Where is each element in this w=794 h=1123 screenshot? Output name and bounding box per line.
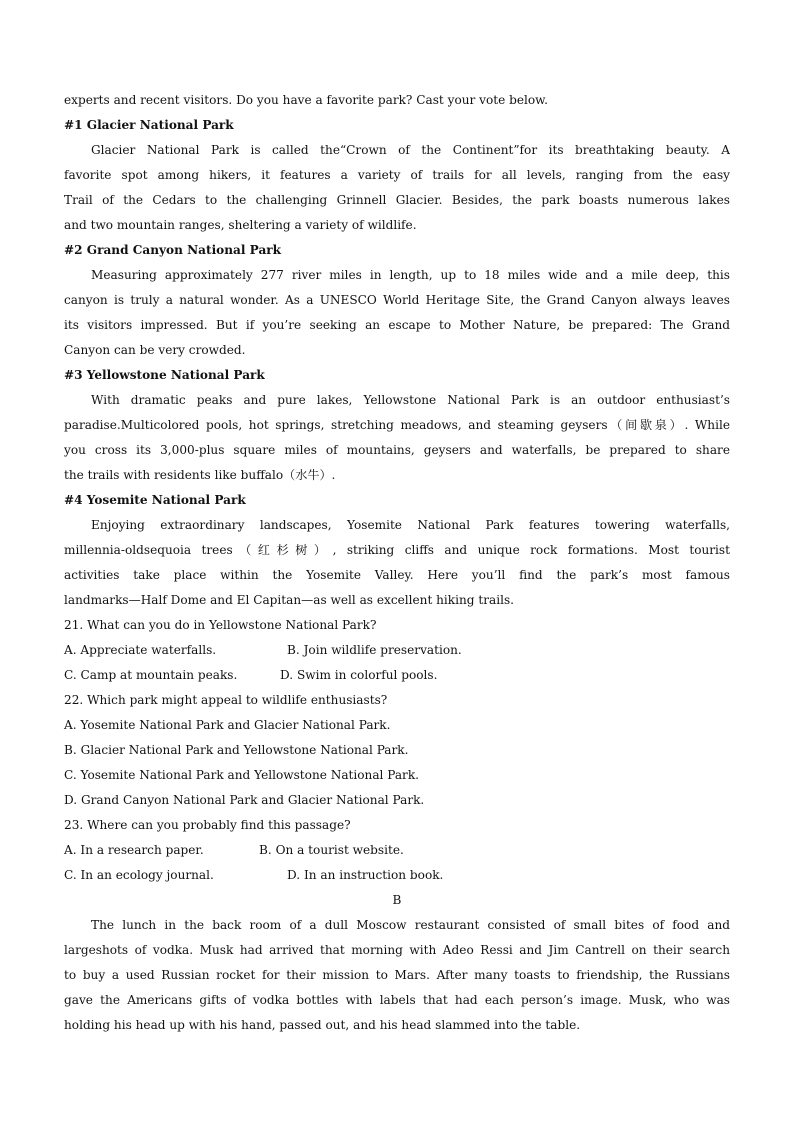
- option-a: A. Yosemite National Park and Glacier National Park.: [64, 718, 391, 732]
- option-row: [64, 638, 730, 663]
- paragraph-line: Enjoying extraordinary landscapes, Yosemite National Park features towering waterfalls,: [91, 518, 730, 532]
- question-22: [64, 688, 730, 813]
- paragraph-line: gave the Americans gifts of vodka bottles with labels that had each person’s image. Musk, who was: [64, 993, 730, 1007]
- paragraph-line: Measuring approximately 277 river miles in length, up to 18 miles wide and a mile deep, this: [91, 268, 730, 282]
- option-c: C. Camp at mountain peaks.: [64, 668, 238, 682]
- paragraph-line: its visitors impressed. But if you’re seeking an escape to Mother Nature, be prepared: The Grand: [64, 318, 730, 332]
- paragraph-line: millennia-oldsequoia trees（红杉树）, striking cliffs and unique rock formations. Most tourist: [64, 543, 730, 557]
- paragraph-line: largeshots of vodka. Musk had arrived that morning with Adeo Ressi and Jim Cantrell on their search: [64, 943, 730, 957]
- paragraph-line: holding his head up with his hand, passed out, and his head slammed into the table.: [64, 1018, 581, 1032]
- paragraph-line: the trails with residents like buffalo（水牛）.: [64, 468, 336, 482]
- option-row: [64, 863, 730, 888]
- option-b: B. On a tourist website.: [259, 843, 404, 857]
- paragraph-line: to buy a used Russian rocket for their mission to Mars. After many toasts to friendship, the Russians: [64, 968, 730, 982]
- park-section-yosemite: [64, 488, 730, 613]
- option-d: D. Grand Canyon National Park and Glacier National Park.: [64, 793, 425, 807]
- park-section-glacier: [64, 113, 730, 238]
- paragraph-line: favorite spot among hikers, it features a variety of trails for all levels, ranging from the easy: [64, 168, 730, 182]
- paragraph-line: activities take place within the Yosemite Valley. Here you’ll find the park’s most famous: [64, 568, 730, 582]
- question-23: [64, 813, 730, 888]
- section-label: B: [392, 893, 402, 907]
- paragraph-line: The lunch in the back room of a dull Moscow restaurant consisted of small bites of food and: [91, 918, 730, 932]
- option-b: B. Glacier National Park and Yellowstone National Park.: [64, 743, 409, 757]
- document-page: [64, 88, 730, 1038]
- paragraph-line: Glacier National Park is called the“Crown of the Continent”for its breathtaking beauty. A: [91, 143, 730, 157]
- option-d: D. In an instruction book.: [287, 868, 444, 882]
- paragraph-line: With dramatic peaks and pure lakes, Yellowstone National Park is an outdoor enthusiast’s: [91, 393, 730, 407]
- option-c: C. Yosemite National Park and Yellowstone National Park.: [64, 768, 420, 782]
- park-heading: #3 Yellowstone National Park: [64, 368, 265, 382]
- question-stem: 21. What can you do in Yellowstone National Park?: [64, 618, 377, 632]
- paragraph-line: paradise.Multicolored pools, hot springs, stretching meadows, and steaming geysers（间歇泉）. While: [64, 418, 730, 432]
- question-stem: 22. Which park might appeal to wildlife enthusiasts?: [64, 693, 388, 707]
- option-b: B. Join wildlife preservation.: [287, 643, 462, 657]
- paragraph-line: canyon is truly a natural wonder. As a UNESCO World Heritage Site, the Grand Canyon always leaves: [64, 293, 730, 307]
- park-heading: #4 Yosemite National Park: [64, 493, 246, 507]
- park-heading: #2 Grand Canyon National Park: [64, 243, 282, 257]
- option-row: [64, 838, 730, 863]
- paragraph-line: Canyon can be very crowded.: [64, 343, 246, 357]
- option-d: D. Swim in colorful pools.: [280, 668, 438, 682]
- question-stem: 23. Where can you probably find this passage?: [64, 818, 351, 832]
- park-heading: #1 Glacier National Park: [64, 118, 234, 132]
- question-21: [64, 613, 730, 688]
- option-a: A. Appreciate waterfalls.: [64, 643, 217, 657]
- paragraph-line: and two mountain ranges, sheltering a variety of wildlife.: [64, 218, 417, 232]
- park-section-yellowstone: [64, 363, 730, 488]
- option-c: C. In an ecology journal.: [64, 868, 214, 882]
- paragraph-line: Trail of the Cedars to the challenging Grinnell Glacier. Besides, the park boasts numerous lakes: [64, 193, 730, 207]
- option-row: [64, 663, 730, 688]
- paragraph-line: landmarks—Half Dome and El Capitan—as well as excellent hiking trails.: [64, 593, 515, 607]
- section-b: [64, 888, 730, 1038]
- option-a: A. In a research paper.: [64, 843, 204, 857]
- intro-line: experts and recent visitors. Do you have a favorite park? Cast your vote below.: [64, 93, 548, 107]
- park-section-grand-canyon: [64, 238, 730, 363]
- paragraph-line: you cross its 3,000-plus square miles of mountains, geysers and waterfalls, be prepared to share: [64, 443, 730, 457]
